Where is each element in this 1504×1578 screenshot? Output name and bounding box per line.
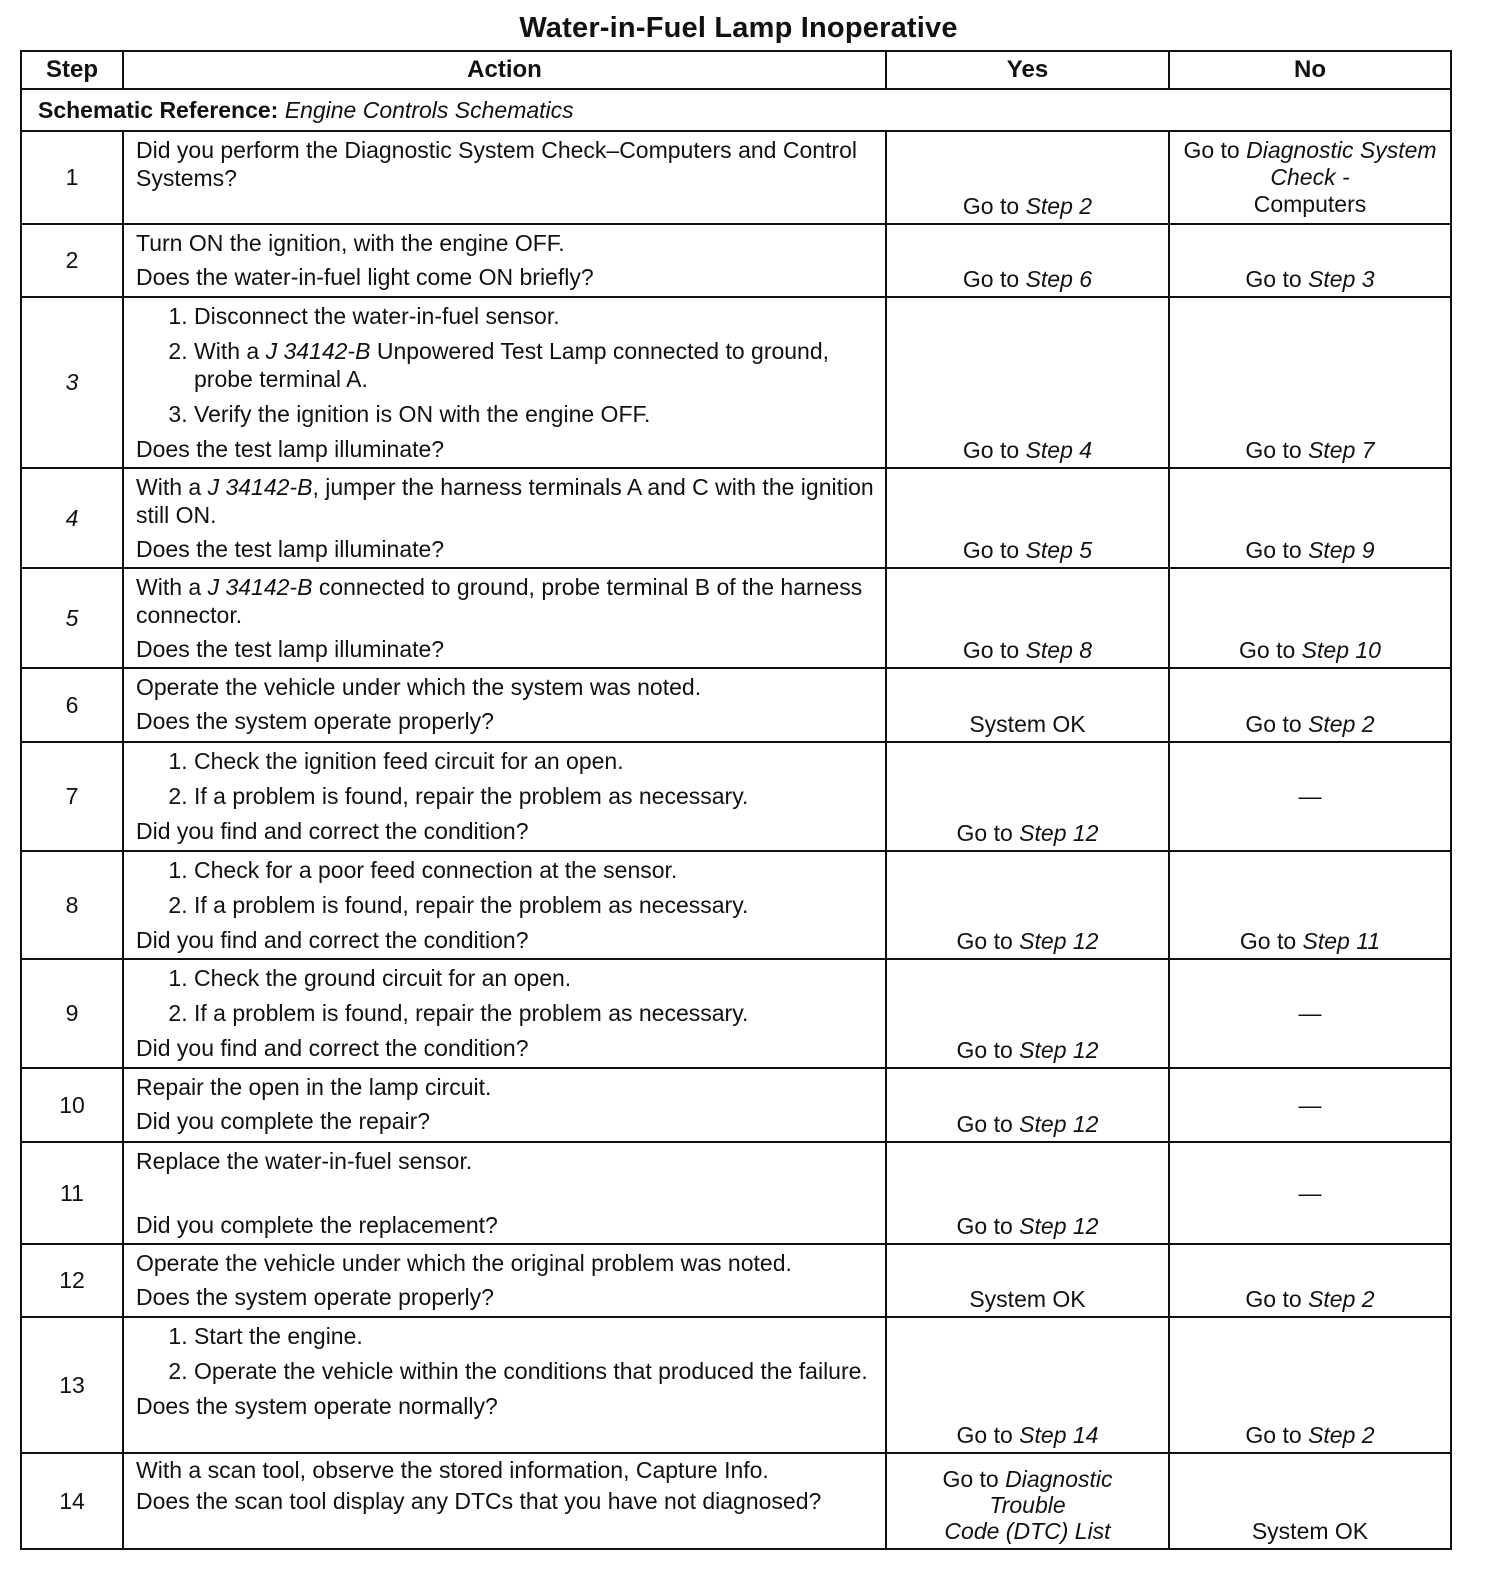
header-yes: Yes (886, 51, 1169, 89)
step-number: 13 (21, 1317, 123, 1453)
yes-goto: Go to (942, 1466, 999, 1492)
table-row (21, 468, 1451, 568)
yes-target-link[interactable]: Diagnostic (1005, 1466, 1113, 1492)
action-question: Did you find and correct the condition? (136, 818, 529, 844)
step-number: 7 (21, 742, 123, 851)
tool-reference: J 34142-B (265, 338, 371, 364)
yes-target-link[interactable]: Step 12 (1019, 1213, 1099, 1239)
action-question: Does the test lamp illuminate? (136, 436, 445, 462)
no-dash: — (1169, 1068, 1451, 1142)
action-item: 1. Check the ground circuit for an open. (194, 964, 875, 992)
no-target-link[interactable]: Step 3 (1308, 266, 1375, 292)
schematic-label: Schematic Reference: (38, 96, 279, 123)
yes-goto: Go to (962, 437, 1020, 463)
action-question: Did you find and correct the condition? (136, 927, 529, 953)
table-row (21, 131, 1451, 224)
diagnostic-table (20, 50, 1452, 1550)
action-item: 2. If a problem is found, repair the problem as necessary. (194, 891, 875, 919)
action-question: Does the scan tool display any DTCs that you have not diagnosed? (136, 1488, 822, 1514)
no-goto: Go to (1245, 1286, 1302, 1312)
action-item: 3. Verify the ignition is ON with the engine OFF. (194, 400, 875, 428)
yes-target-link[interactable]: Step 14 (1019, 1422, 1099, 1448)
tool-reference: J 34142-B (207, 574, 313, 600)
yes-target-link[interactable]: Step 4 (1025, 437, 1093, 463)
step-number: 8 (21, 851, 123, 959)
no-dash: — (1169, 742, 1451, 851)
yes-target-link[interactable]: Trouble (989, 1492, 1066, 1518)
action-item: 2. With a J 34142-B Unpowered Test Lamp connected to ground, probe terminal A. (194, 337, 875, 393)
table-row (21, 851, 1451, 959)
action-text: With a scan tool, observe the stored information, Capture Info. (136, 1457, 769, 1483)
table-row (21, 224, 1451, 297)
yes-target-link[interactable]: Step 2 (1025, 193, 1093, 219)
action-question: Did you complete the replacement? (136, 1212, 498, 1238)
action-item: 1. Disconnect the water-in-fuel sensor. (194, 302, 875, 330)
action-text: With a J 34142-B connected to ground, probe terminal B of the harness connector. (136, 574, 863, 628)
schematic-reference-link[interactable]: Engine Controls Schematics (284, 96, 574, 123)
step-number: 9 (21, 959, 123, 1068)
no-goto: Go to (1245, 1422, 1302, 1448)
yes-target-link[interactable]: Step 12 (1019, 820, 1099, 846)
yes-result: System OK (886, 1244, 1169, 1317)
page-title: Water-in-Fuel Lamp Inoperative (519, 12, 958, 44)
action-question: Does the system operate properly? (136, 1284, 494, 1310)
step-number: 14 (21, 1453, 123, 1549)
action-item: 1. Check the ignition feed circuit for an open. (194, 747, 875, 775)
yes-target-link[interactable]: Code (DTC) List (944, 1518, 1111, 1544)
header-row (21, 51, 1451, 89)
step-number: 11 (21, 1142, 123, 1244)
action-question: Does the system operate normally? (136, 1393, 498, 1419)
table-row (21, 668, 1451, 742)
step-number: 5 (21, 568, 123, 668)
action-question: Does the water-in-fuel light come ON briefly? (136, 264, 594, 290)
no-target-link[interactable]: Step 9 (1308, 537, 1375, 563)
no-target-link[interactable]: Step 10 (1301, 637, 1381, 663)
no-goto: Go to (1183, 137, 1240, 163)
yes-target-link[interactable]: Step 8 (1025, 637, 1093, 663)
no-target-link[interactable]: Step 2 (1308, 1286, 1375, 1312)
action-item: 2. Operate the vehicle within the conditions that produced the failure. (194, 1357, 875, 1385)
action-question: Does the test lamp illuminate? (136, 636, 445, 662)
action-text: Turn ON the ignition, with the engine OFF. (136, 230, 565, 256)
yes-goto: Go to (962, 266, 1020, 292)
table-row (21, 1068, 1451, 1142)
action-question: Did you find and correct the condition? (136, 1035, 529, 1061)
yes-target-link[interactable]: Step 12 (1019, 1111, 1099, 1137)
yes-target-link[interactable]: Step 12 (1019, 1037, 1099, 1063)
action-text: Operate the vehicle under which the system was noted. (136, 674, 702, 700)
action-text: Replace the water-in-fuel sensor. (136, 1148, 473, 1174)
no-target-suffix: Computers (1253, 191, 1367, 217)
action-item: 2. If a problem is found, repair the problem as necessary. (194, 782, 875, 810)
no-result: System OK (1169, 1453, 1451, 1549)
no-goto: Go to (1245, 537, 1302, 563)
table-row (21, 1453, 1451, 1549)
no-goto: Go to (1239, 637, 1296, 663)
action-question: Did you complete the repair? (136, 1108, 431, 1134)
table-row (21, 742, 1451, 851)
no-target-link[interactable]: Step 2 (1308, 1422, 1375, 1448)
yes-goto: Go to (956, 1111, 1013, 1137)
schematic-row (21, 89, 1451, 131)
action-question: Does the system operate properly? (136, 708, 494, 734)
action-question: Does the test lamp illuminate? (136, 536, 445, 562)
table-row (21, 1244, 1451, 1317)
no-goto: Go to (1245, 437, 1302, 463)
header-step: Step (21, 51, 123, 89)
no-target-link[interactable]: Diagnostic System Check - (1246, 137, 1437, 190)
tool-reference: J 34142-B (207, 474, 313, 500)
yes-goto: Go to (956, 820, 1013, 846)
step-number: 12 (21, 1244, 123, 1317)
yes-goto: Go to (962, 537, 1020, 563)
yes-goto: Go to (956, 1422, 1013, 1448)
step-number: 4 (21, 468, 123, 568)
step-number: 3 (21, 297, 123, 468)
yes-target-link[interactable]: Step 5 (1025, 537, 1093, 563)
yes-target-link[interactable]: Step 6 (1025, 266, 1093, 292)
no-target-link[interactable]: Step 7 (1308, 437, 1375, 463)
yes-goto: Go to (962, 193, 1020, 219)
yes-result: System OK (886, 668, 1169, 742)
action-text: Operate the vehicle under which the original problem was noted. (136, 1250, 792, 1276)
table-row (21, 568, 1451, 668)
no-goto: Go to (1245, 266, 1302, 292)
table-row (21, 959, 1451, 1068)
action-item: 1. Check for a poor feed connection at the sensor. (194, 856, 875, 884)
no-goto: Go to (1245, 711, 1302, 737)
step-number: 10 (21, 1068, 123, 1142)
step-number: 2 (21, 224, 123, 297)
action-item: 1. Start the engine. (194, 1322, 875, 1350)
no-target-link[interactable]: Step 11 (1302, 928, 1381, 954)
table-row (21, 1317, 1451, 1453)
header-no: No (1169, 51, 1451, 89)
step-number: 1 (21, 131, 123, 224)
step-number: 6 (21, 668, 123, 742)
table-row (21, 1142, 1451, 1244)
action-text: Repair the open in the lamp circuit. (136, 1074, 492, 1100)
yes-goto: Go to (962, 637, 1020, 663)
no-goto: Go to (1239, 928, 1297, 954)
header-action: Action (123, 51, 886, 89)
action-item: 2. If a problem is found, repair the problem as necessary. (194, 999, 875, 1027)
action-text: With a J 34142-B, jumper the harness terminals A and C with the ignition still ON. (136, 474, 874, 528)
no-dash: — (1169, 959, 1451, 1068)
no-dash: — (1169, 1142, 1451, 1244)
table-row (21, 297, 1451, 468)
yes-goto: Go to (956, 928, 1013, 954)
yes-goto: Go to (956, 1037, 1013, 1063)
yes-goto: Go to (956, 1213, 1013, 1239)
yes-target-link[interactable]: Step 12 (1019, 928, 1099, 954)
no-target-link[interactable]: Step 2 (1308, 711, 1375, 737)
action-text: Did you perform the Diagnostic System Check–Computers and Control Systems? (136, 137, 857, 191)
